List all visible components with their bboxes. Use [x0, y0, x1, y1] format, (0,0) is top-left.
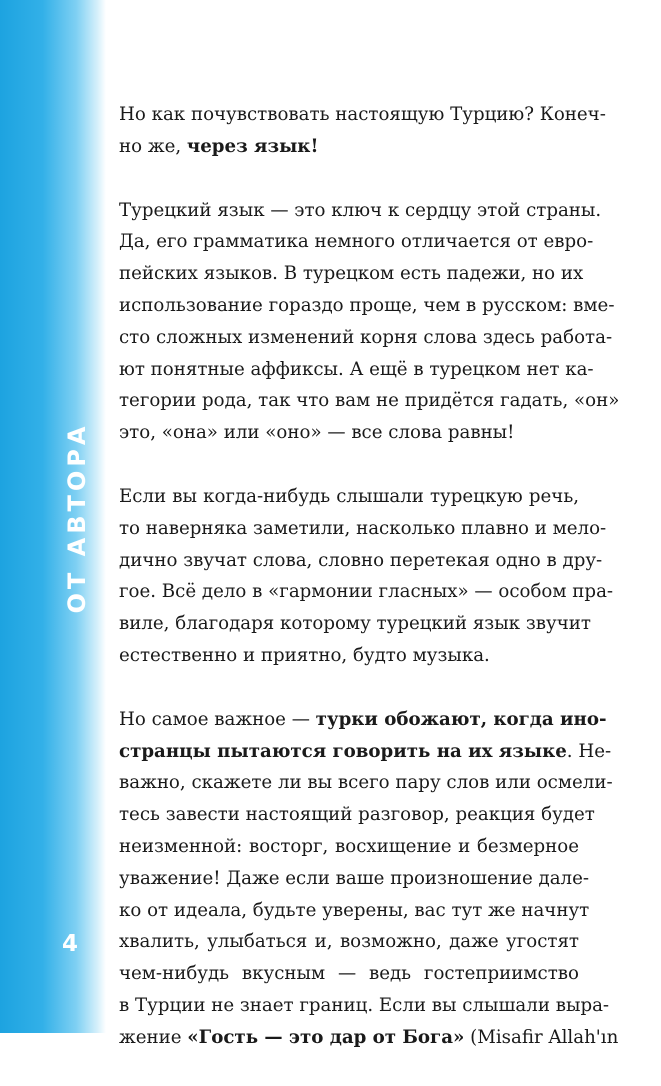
text-line	[119, 640, 579, 672]
text-segment: Турецкий язык — это ключ к сердцу этой страны.	[119, 199, 602, 221]
text-line	[119, 481, 579, 513]
text-segment: уважение! Даже если ваше произношение дале-	[119, 867, 590, 889]
text-line	[119, 926, 579, 958]
text-segment: в Турции не знает границ. Если вы слышали выра-	[119, 994, 610, 1016]
text-line	[119, 545, 603, 577]
text-line	[119, 990, 610, 1022]
text-segment: чем-нибудь вкусным — ведь гостеприимство	[119, 963, 579, 985]
text-line	[119, 895, 590, 927]
text-segment: тесь завести настоящий разговор, реакция будет	[119, 804, 595, 826]
text-line	[119, 736, 612, 768]
text-segment: использование гораздо проще, чем в русском: вме-	[119, 294, 615, 316]
text-segment: Да, его грамматика немного отличается от евро-	[119, 231, 594, 253]
text-line	[119, 226, 594, 258]
paragraph	[119, 195, 620, 449]
text-line	[119, 258, 584, 290]
text-line	[119, 576, 614, 608]
paragraph	[119, 99, 606, 163]
text-segment: неизменной: восторг, восхищение и безмерное	[119, 835, 579, 857]
bold-text: странцы пытаются говорить на их языке	[119, 740, 567, 762]
text-line	[119, 131, 579, 163]
text-segment: дично звучат слова, словно перетекая одно в дру-	[119, 549, 603, 571]
paragraph	[119, 481, 614, 672]
text-line	[119, 417, 579, 449]
text-segment: ко от идеала, будьте уверены, вас тут же начнут	[119, 899, 590, 921]
text-segment: ют понятные аффиксы. А ещё в турецком нет ка-	[119, 358, 594, 380]
text-segment: гое. Всё дело в «гармонии гласных» — особом пра-	[119, 581, 614, 603]
text-segment: . Не-	[566, 740, 612, 762]
text-line	[119, 385, 620, 417]
text-segment: это, «она» или «оно» — все слова равны!	[119, 422, 515, 444]
text-segment: жение	[119, 1026, 188, 1048]
text-line	[119, 863, 590, 895]
text-segment: хвалить, улыбаться и, возможно, даже угостят	[119, 931, 579, 953]
page-number: 4	[62, 931, 79, 957]
text-line	[119, 354, 594, 386]
text-line	[119, 958, 579, 990]
text-line	[119, 513, 607, 545]
bold-text: «Гость — это дар от Бога»	[187, 1026, 465, 1048]
bold-text: турки обожают, когда ино-	[315, 708, 607, 730]
text-segment: Но самое важное —	[119, 708, 316, 730]
text-segment: то наверняка заметили, насколько плавно и мело-	[119, 517, 607, 539]
text-line	[119, 831, 579, 863]
text-segment: сто сложных изменений корня слова здесь работа-	[119, 326, 613, 348]
text-segment: (Misafir Allah'ın	[464, 1026, 619, 1048]
page-content	[119, 99, 620, 1086]
text-segment: виле, благодаря которому турецкий язык звучит	[119, 613, 591, 635]
text-segment: важно, скажете ли вы всего пару слов или осмели-	[119, 772, 613, 794]
text-line	[119, 1022, 619, 1054]
bold-text: через язык!	[186, 135, 319, 157]
sidebar-band	[0, 0, 106, 1033]
paragraph	[119, 704, 619, 1054]
text-segment: пейских языков. В турецком есть падежи, но их	[119, 263, 584, 285]
text-line	[119, 799, 595, 831]
text-line	[119, 704, 607, 736]
text-segment: Если вы когда-нибудь слышали турецкую речь,	[119, 485, 579, 507]
text-segment: тегории рода, так что вам не придётся гадать, «он»	[119, 390, 620, 412]
text-segment: естественно и приятно, будто музыка.	[119, 644, 490, 666]
text-line	[119, 767, 613, 799]
section-label: ОТ АВТОРА	[63, 422, 91, 614]
text-segment: Но как почувствовать настоящую Турцию? Конеч-	[119, 104, 606, 125]
text-line	[119, 290, 615, 322]
text-line	[119, 608, 591, 640]
text-segment: но же,	[119, 135, 187, 157]
text-line	[119, 322, 613, 354]
text-line	[119, 99, 606, 131]
text-line	[119, 195, 602, 227]
